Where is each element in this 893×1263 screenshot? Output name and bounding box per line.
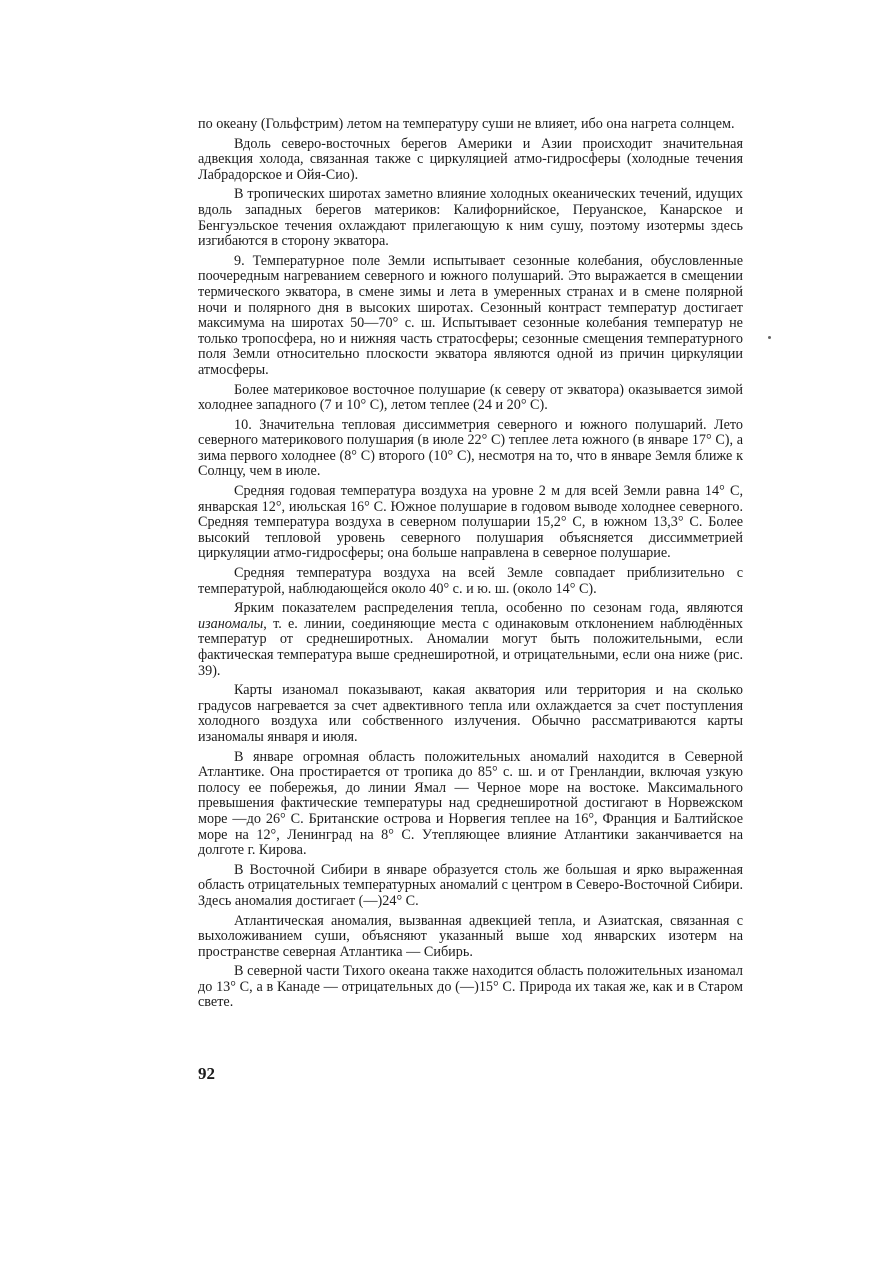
paragraph-9: Ярким показателем распределения тепла, особенно по сезонам года, являются изаномалы, т. е. линии, соединяющие места с одинаковым отклонением наблюдённых температур от среднеширотных. Аномалии могут быть положительными, если фактическая температура выше среднеширотной, и отрицательными, если она ниже (рис. 39). xyxy=(198,600,743,679)
paragraph-14: В северной части Тихого океана также находится область положительных изаномал до 13° С, а в Канаде — отрицательных до (—)15° С. Природа их такая же, как и в Старом свете. xyxy=(198,963,743,1011)
paragraph-13: Атлантическая аномалия, вызванная адвекцией тепла, и Азиатская, связанная с выхоложиванием суши, объясняют указанный выше ход январских изотерм на пространстве северная Атлантика — Сибирь. xyxy=(198,912,743,960)
paragraph-1: по океану (Гольфстрим) летом на температуру суши не влияет, ибо она нагрета солнцем. xyxy=(198,116,735,132)
paragraph-6: 10. Значительна тепловая диссимметрия северного и южного полушарий. Лето северного материкового полушария (в июле 22° С) теплее лета южного (в январе 17° С), а зима первого холоднее (8° С) второго (10° С), несмотря на то, что в январе Земля ближе к Солнцу, чем в июле. xyxy=(198,416,743,480)
paragraph-11: В январе огромная область положительных аномалий находится в Северной Атлантике. Она простирается от тропика до 85° с. ш. и от Гренландии, включая узкую полосу ее побережья, до линии Ямал — Черное море на востоке. Максимального превышения фактические температуры над среднеширотной достигают в Норвежском море —до 26° С. Британские острова и Норвегия теплее на 16°, Франция и Балтийское море на 12°, Ленинград на 8° С. Утепляющее влияние Атлантики заканчивается на долготе г. Кирова. xyxy=(198,748,743,859)
paragraph-8: Средняя температура воздуха на всей Земле совпадает приблизительно с температурой, наблюдающейся около 40° с. и ю. ш. (около 14° С). xyxy=(198,565,743,597)
paragraph-2: Вдоль северо-восточных берегов Америки и Азии происходит значительная адвекция холода, связанная также с циркуляцией атмо-гидросферы (холодные течения Лабрадорское и Ойя-Сио). xyxy=(198,135,743,183)
term-izanomaly: изаномалы xyxy=(198,615,264,632)
paragraph-7: Средняя годовая температура воздуха на уровне 2 м для всей Земли равна 14° С, январская 12°, июльская 16° С. Южное полушарие в годовом выводе холоднее северного. Средняя температура воздуха в северном полушарии 15,2° С, в южном 13,3° С. Более высокий тепловой уровень северного полушария объясняется диссимметрией циркуляции атмо-гидросферы; она больше направлена в северное полушарие. xyxy=(198,483,743,562)
scan-speck xyxy=(768,336,771,339)
page-body xyxy=(198,117,743,1015)
paragraph-4: 9. Температурное поле Земли испытывает сезонные колебания, обусловленные поочередным нагреванием северного и южного полушарий. Это выражается в смещении термического экватора, в смене зимы и лета в умеренных странах и в смене полярной ночи и полярного дня в высоких широтах. Сезонный контраст температур достигает максимума на широтах 50—70° с. ш. Испытывает сезонные колебания температур не только тропосфера, но и нижняя часть стратосферы; сезонные смещения температурного поля Земли относительно плоскости экватора являются одной из причин циркуляции атмосферы. xyxy=(198,252,743,378)
page-number: 92 xyxy=(198,1064,215,1083)
paragraph-10: Карты изаномал показывают, какая акватория или территория и на сколько градусов нагревается за счет адвективного тепла или охлаждается за счет поступления холодного воздуха или собственного излучения. Обычно рассматриваются карты изаномалы января и июля. xyxy=(198,682,743,745)
paragraph-12: В Восточной Сибири в январе образуется столь же большая и ярко выраженная область отрицательных температурных аномалий с центром в Северо-Восточной Сибири. Здесь аномалия достигает (—)24° С. xyxy=(198,861,743,909)
paragraph-5: Более материковое восточное полушарие (к северу от экватора) оказывается зимой холоднее западного (7 и 10° С), летом теплее (24 и 20° С). xyxy=(198,381,743,414)
paragraph-3: В тропических широтах заметно влияние холодных океанических течений, идущих вдоль западных берегов материков: Калифорнийское, Перуанское, Канарское и Бенгуэльское течения охлаждают прилегающую к ним сушу, поэтому изотермы здесь изгибаются в сторону экватора. xyxy=(198,186,743,250)
